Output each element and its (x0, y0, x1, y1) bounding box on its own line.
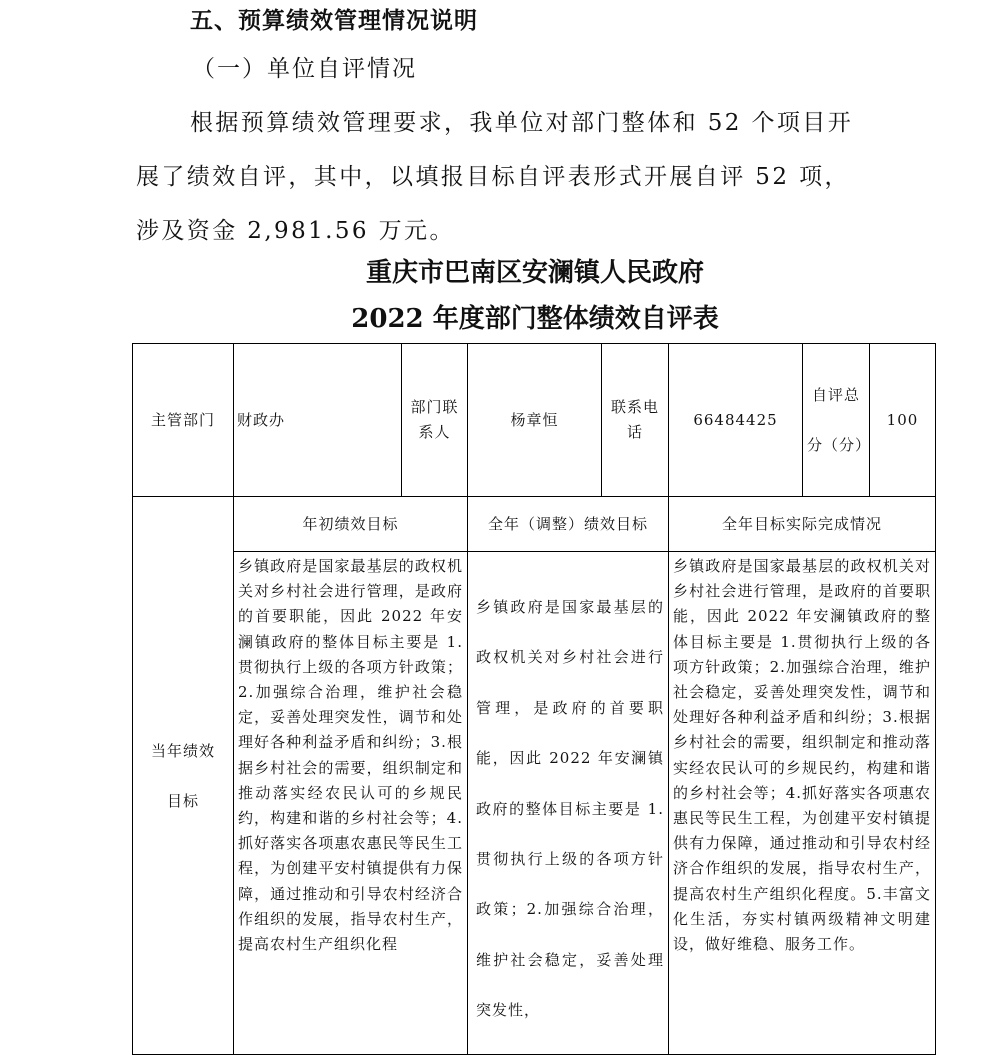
performance-table (132, 343, 936, 1055)
goal-row-label: 当年绩效目标 (133, 497, 234, 1055)
contact-label: 部门联系人 (402, 344, 468, 497)
score-label: 自评总分（分） (803, 344, 870, 497)
table-row (133, 552, 936, 1055)
table-title-line-1: 重庆市巴南区安澜镇人民政府 (365, 258, 704, 288)
dept-label: 主管部门 (133, 344, 234, 497)
section-heading: 五、预算绩效管理情况说明 (190, 8, 478, 34)
dept-value: 财政办 (234, 344, 402, 497)
paragraph-line-2: 展了绩效自评，其中，以填报目标自评表形式开展自评 52 项， (136, 164, 850, 190)
table-row (133, 344, 936, 497)
intro-paragraph (136, 96, 876, 258)
initial-goal-text: 乡镇政府是国家最基层的政权机关对乡村社会进行管理，是政府的首要职能，因此 2022 年安澜镇政府的整体目标主要是 1.贯彻执行上级的各项方针政策；2.加强综合治理，维护社会稳定，妥善处理突发性，调节和处理好各种利益矛盾和纠纷；3.根据乡村社会的需要，组织制定和推动落实经农民认可的乡规民约，构建和谐的乡村社会等；4.抓好落实各项惠农惠民等民生工程，为创建平安村镇提供有力保障，通过推动和引导农村经济合作组织的发展，指导农村生产，提高农村生产组织化程 (234, 552, 468, 1055)
phone-value: 66484425 (669, 344, 803, 497)
contact-value: 杨章恒 (468, 344, 602, 497)
subheading: （一）单位自评情况 (192, 56, 417, 82)
score-value: 100 (870, 344, 936, 497)
adjusted-goal-text: 乡镇政府是国家最基层的政权机关对乡村社会进行管理，是政府的首要职能，因此 2022 年安澜镇政府的整体目标主要是 1.贯彻执行上级的各项方针政策；2.加强综合治理，维护社会稳定，妥善处理突发性， (468, 552, 669, 1055)
phone-label: 联系电话 (602, 344, 669, 497)
paragraph-line-3: 涉及资金 2,981.56 万元。 (136, 218, 455, 244)
col-initial-header: 年初绩效目标 (234, 497, 468, 552)
actual-completion-text: 乡镇政府是国家最基层的政权机关对乡村社会进行管理，是政府的首要职能，因此 2022 年安澜镇政府的整体目标主要是 1.贯彻执行上级的各项方针政策；2.加强综合治理，维护社会稳定，妥善处理突发性，调节和处理好各种利益矛盾和纠纷；3.根据乡村社会的需要，组织制定和推动落实经农民认可的乡规民约，构建和谐的乡村社会等；4.抓好落实各项惠农惠民等民生工程，为创建平安村镇提供有力保障，通过推动和引导农村经济合作组织的发展，指导农村生产，提高农村生产组织化程度。5.丰富文化生活，夯实村镇两级精神文明建设，做好维稳、服务工作。 (669, 552, 936, 1055)
table-row (133, 497, 936, 552)
paragraph-line-1: 根据预算绩效管理要求，我单位对部门整体和 52 个项目开 (190, 110, 854, 136)
col-adjusted-header: 全年（调整）绩效目标 (468, 497, 669, 552)
table-title-line-2: 2022 年度部门整体绩效自评表 (351, 304, 719, 334)
col-actual-header: 全年目标实际完成情况 (669, 497, 936, 552)
